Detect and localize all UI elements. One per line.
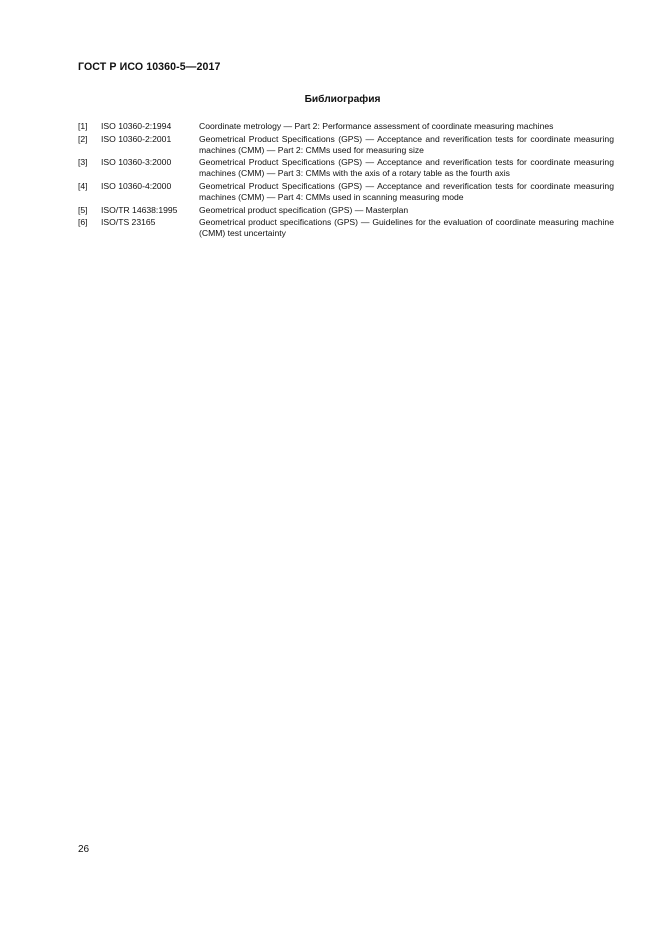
standard-title: Geometrical product specification (GPS) — Masterplan	[199, 204, 409, 215]
standard-title: Geometrical Product Specifications (GPS) — Acceptance and reverification tests for coordinate measuring machines (CMM) — Part 2: CMMs used for measuring size	[199, 133, 614, 155]
entry-number: [3]	[78, 157, 88, 168]
bibliography-entry	[78, 134, 614, 156]
bibliography-list	[78, 121, 614, 241]
standard-title: Coordinate metrology — Part 2: Performance assessment of coordinate measuring machines	[199, 121, 554, 131]
entry-number: [5]	[78, 204, 88, 215]
standard-code: ISO 10360-3:2000	[101, 157, 172, 168]
standard-code: ISO/TR 14638:1995	[101, 204, 178, 215]
standard-title: Geometrical product specifications (GPS) — Guidelines for the evaluation of coordinate measuring machine (CMM) test uncertainty	[199, 217, 614, 239]
bibliography-entry	[78, 217, 614, 239]
bibliography-entry	[78, 205, 614, 216]
page-number: 26	[78, 844, 90, 855]
standard-title: Geometrical Product Specifications (GPS) — Acceptance and reverification tests for coordinate measuring machines (CMM) — Part 3: CMMs with the axis of a rotary table as the fourth axis	[199, 157, 614, 179]
entry-number: [1]	[78, 121, 88, 131]
bibliography-entry	[78, 181, 614, 203]
section-title: Библиография	[304, 94, 381, 105]
bibliography-entry	[78, 121, 614, 132]
standard-code: ISO 10360-2:1994	[101, 121, 172, 131]
standard-title: Geometrical Product Specifications (GPS) — Acceptance and reverification tests for coordinate measuring machines (CMM) — Part 4: CMMs used in scanning measuring mode	[199, 180, 614, 202]
document-header: ГОСТ Р ИСО 10360-5—2017	[78, 61, 221, 73]
entry-number: [4]	[78, 180, 88, 191]
bibliography-entry	[78, 157, 614, 179]
standard-code: ISO/TS 23165	[101, 217, 156, 228]
standard-code: ISO 10360-2:2001	[101, 133, 172, 144]
entry-number: [2]	[78, 133, 88, 144]
entry-number: [6]	[78, 217, 88, 228]
standard-code: ISO 10360-4:2000	[101, 180, 172, 191]
